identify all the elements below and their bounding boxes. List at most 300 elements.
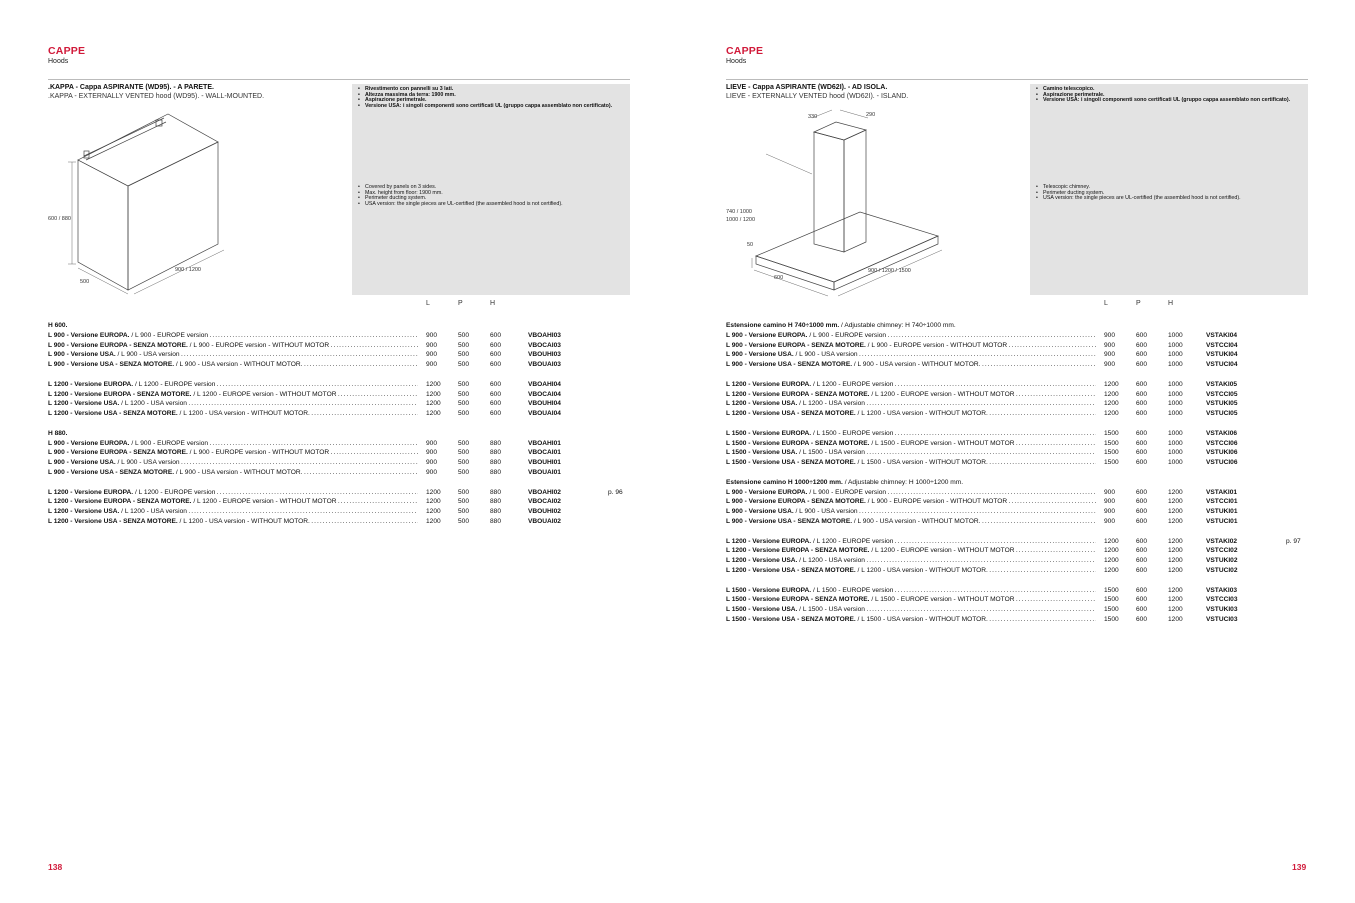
product-name-en: / L 1500 - USA version [797, 449, 865, 457]
value-h: 1000 [1168, 380, 1183, 388]
product-description [726, 566, 1096, 576]
value-p: 600 [1136, 429, 1148, 437]
product-code: VBOAHI03 [528, 331, 561, 339]
product-description [726, 439, 1096, 449]
product-description [48, 399, 418, 409]
product-code: VSTUCI01 [1206, 517, 1238, 525]
product-name-en: / L 1500 - USA version - WITHOUT MOTOR. [855, 459, 988, 467]
product-name: L 900 - Versione EUROPA. [48, 331, 130, 339]
product-description [48, 497, 418, 507]
product-name: L 1500 - Versione USA. [726, 606, 798, 614]
spacer [48, 419, 638, 429]
value-h: 600 [490, 351, 502, 359]
feature-item: • Perimeter ducting system. [358, 196, 628, 202]
product-code: VSTUKI06 [1206, 449, 1238, 457]
value-p: 500 [458, 468, 470, 476]
product-subtitle: .KAPPA - EXTERNALLY VENTED hood (WD95). - WALL-MOUNTED. [48, 93, 265, 100]
product-list [48, 321, 638, 527]
value-l: 1500 [1104, 615, 1119, 623]
product-name: L 900 - Versione EUROPA - SENZA MOTORE. [48, 449, 188, 457]
product-row [726, 448, 1316, 458]
value-l: 900 [1104, 341, 1116, 349]
product-row [48, 497, 638, 507]
dim-chimney-width: 290 [866, 112, 876, 118]
product-description [726, 586, 1096, 596]
col-header-l: L [426, 300, 430, 307]
value-l: 900 [1104, 488, 1116, 496]
product-row [48, 488, 638, 498]
product-name: L 1500 - Versione EUROPA - SENZA MOTORE. [726, 439, 870, 447]
product-code: VSTCCI05 [1206, 390, 1238, 398]
features-english [358, 185, 628, 207]
page-reference: p. 97 [1286, 537, 1301, 545]
value-h: 880 [490, 439, 502, 447]
product-description [726, 595, 1096, 605]
product-code: VSTAKI03 [1206, 586, 1238, 594]
value-h: 1000 [1168, 351, 1183, 359]
product-name: L 1200 - Versione USA - SENZA MOTORE. [48, 410, 178, 418]
value-p: 600 [1136, 488, 1148, 496]
product-description [726, 605, 1096, 615]
value-h: 600 [490, 361, 502, 369]
product-row [726, 517, 1316, 527]
value-l: 1200 [426, 390, 441, 398]
product-code: VSTAKI02 [1206, 537, 1238, 545]
product-name: L 900 - Versione USA - SENZA MOTORE. [48, 361, 175, 369]
product-name: L 1500 - Versione USA - SENZA MOTORE. [726, 615, 856, 623]
product-code: VSTUKI03 [1206, 606, 1238, 614]
product-row [726, 439, 1316, 449]
product-row [726, 605, 1316, 615]
product-name: L 900 - Versione USA - SENZA MOTORE. [48, 468, 175, 476]
product-name-en: / L 900 - USA version - WITHOUT MOTOR. [174, 468, 303, 476]
product-name-en: / L 1200 - USA version - WITHOUT MOTOR. [177, 410, 310, 418]
product-description [726, 448, 1096, 458]
value-h: 600 [490, 410, 502, 418]
value-l: 900 [426, 351, 438, 359]
product-name: L 900 - Versione EUROPA - SENZA MOTORE. [48, 341, 188, 349]
group-title-it: Estensione camino H 740÷1000 mm. [726, 322, 840, 329]
product-code: VBOUAI01 [528, 468, 561, 476]
product-name-en: / L 900 - EUROPE version [807, 331, 887, 339]
value-p: 500 [458, 361, 470, 369]
group-title [48, 429, 638, 439]
value-h: 1200 [1168, 615, 1183, 623]
feature-item: • Max. height from floor: 1900 mm. [358, 191, 628, 197]
value-h: 600 [490, 331, 502, 339]
product-name-en: / L 1200 - EUROPE version - WITHOUT MOTOR [869, 390, 1015, 398]
value-l: 1200 [426, 488, 441, 496]
product-row [726, 399, 1316, 409]
product-name-en: / L 900 - EUROPE version [129, 331, 209, 339]
product-description [48, 468, 418, 478]
product-row [726, 409, 1316, 419]
value-l: 1200 [426, 498, 441, 506]
group-title-it: Estensione camino H 1000÷1200 mm. [726, 478, 843, 486]
value-h: 1000 [1168, 459, 1183, 467]
product-description [726, 331, 1096, 341]
product-name: L 1500 - Versione USA - SENZA MOTORE. [726, 459, 856, 467]
product-name-en: / L 1200 - EUROPE version [811, 380, 894, 388]
product-code: VBOAHI04 [528, 380, 561, 388]
product-description [48, 331, 418, 341]
product-name: L 1200 - Versione USA. [48, 400, 120, 408]
product-row [726, 566, 1316, 576]
product-name-en: / L 900 - EUROPE version - WITHOUT MOTOR [865, 341, 1008, 349]
product-code: VBOUAI03 [528, 361, 561, 369]
product-name-en: / L 1200 - USA version [797, 400, 865, 408]
product-row [726, 341, 1316, 351]
feature-item: • Covered by panels on 3 sides. [358, 185, 628, 191]
value-l: 900 [426, 459, 438, 467]
canopy-edge-right [834, 236, 938, 290]
product-name-en: / L 1200 - USA version - WITHOUT MOTOR. [855, 410, 988, 418]
product-name: L 1200 - Versione EUROPA - SENZA MOTORE. [726, 390, 870, 398]
value-p: 600 [1136, 508, 1148, 516]
product-name-en: / L 1200 - EUROPE version [133, 488, 216, 496]
product-name-en: / L 1500 - USA version - WITHOUT MOTOR. [855, 615, 988, 623]
product-code: VSTAKI04 [1206, 331, 1238, 339]
product-name: L 1200 - Versione USA. [48, 508, 120, 516]
product-code: VSTUKI04 [1206, 351, 1238, 359]
product-row [726, 615, 1316, 625]
product-code: VSTUKI02 [1206, 557, 1238, 565]
product-row [48, 507, 638, 517]
product-name: L 1200 - Versione USA - SENZA MOTORE. [726, 410, 856, 418]
product-code: VBOUAI04 [528, 410, 561, 418]
value-l: 1200 [1104, 537, 1119, 545]
product-name-en: / L 900 - USA version - WITHOUT MOTOR. [852, 361, 981, 369]
value-l: 1500 [1104, 429, 1119, 437]
product-code: VBOUHI02 [528, 508, 561, 516]
value-p: 500 [458, 439, 470, 447]
product-code: VSTCCI03 [1206, 596, 1238, 604]
product-code: VSTCCI04 [1206, 341, 1238, 349]
product-description [48, 507, 418, 517]
product-title: .KAPPA - Cappa ASPIRANTE (WD95). - A PARETE. [48, 84, 214, 91]
feature-item: • USA version: the single pieces are UL-certified (the assembled hood is not certified). [358, 202, 628, 208]
product-name: L 1200 - Versione EUROPA. [726, 380, 812, 388]
value-l: 900 [1104, 351, 1116, 359]
product-row [48, 458, 638, 468]
product-name-en: / L 900 - EUROPE version - WITHOUT MOTOR [187, 449, 330, 457]
value-l: 1200 [426, 517, 441, 525]
value-p: 600 [1136, 400, 1148, 408]
value-h: 1200 [1168, 557, 1183, 565]
product-name: L 1500 - Versione USA. [726, 449, 798, 457]
value-h: 1200 [1168, 586, 1183, 594]
product-description [726, 350, 1096, 360]
product-name-en: / L 900 - USA version [115, 351, 180, 359]
product-name-en: / L 1500 - EUROPE version - WITHOUT MOTOR [869, 439, 1015, 447]
product-name-en: / L 1200 - EUROPE version - WITHOUT MOTOR [191, 498, 337, 506]
lieve-hood-drawing [726, 102, 1026, 298]
product-name-en: / L 1500 - EUROPE version [811, 429, 894, 437]
product-description [48, 458, 418, 468]
product-name: L 900 - Versione USA. [726, 508, 794, 516]
product-row [726, 537, 1316, 547]
value-h: 600 [490, 390, 502, 398]
product-row [726, 360, 1316, 370]
value-h: 880 [490, 468, 502, 476]
group-title [48, 321, 638, 331]
product-name: L 900 - Versione EUROPA - SENZA MOTORE. [726, 498, 866, 506]
product-name: L 1200 - Versione EUROPA. [48, 380, 134, 388]
value-h: 880 [490, 508, 502, 516]
value-p: 500 [458, 400, 470, 408]
product-row [726, 350, 1316, 360]
product-code: VSTCCI02 [1206, 547, 1238, 555]
product-name: L 1500 - Versione EUROPA. [726, 429, 812, 437]
product-name-en: / L 1200 - USA version [119, 400, 187, 408]
spacer [726, 419, 1316, 429]
product-name-en: / L 1200 - USA version [797, 557, 865, 565]
value-p: 600 [1136, 439, 1148, 447]
value-p: 600 [1136, 557, 1148, 565]
feature-item: • Camino telescopico. [1036, 87, 1306, 93]
product-row [48, 399, 638, 409]
value-l: 1200 [426, 400, 441, 408]
group-title-en: / Adjustable chimney: H 740÷1000 mm. [839, 322, 956, 329]
product-row [48, 350, 638, 360]
product-name-en: / L 900 - USA version [793, 508, 858, 516]
value-l: 1200 [1104, 390, 1119, 398]
product-description [726, 409, 1096, 419]
section-subtitle: Hoods [48, 58, 69, 65]
value-p: 500 [458, 341, 470, 349]
product-name-en: / L 900 - EUROPE version [129, 439, 209, 447]
value-p: 500 [458, 331, 470, 339]
value-h: 880 [490, 459, 502, 467]
product-name-en: / L 1500 - USA version [797, 606, 865, 614]
product-name: L 900 - Versione USA. [48, 459, 116, 467]
product-code: VSTCCI06 [1206, 439, 1238, 447]
product-name-en: / L 900 - EUROPE version - WITHOUT MOTOR [865, 498, 1008, 506]
product-row [726, 380, 1316, 390]
product-name: L 900 - Versione USA. [48, 351, 116, 359]
product-name: L 1200 - Versione EUROPA - SENZA MOTORE. [726, 547, 870, 555]
value-h: 1000 [1168, 361, 1183, 369]
product-code: VBOCAI01 [528, 449, 561, 457]
value-h: 880 [490, 517, 502, 525]
value-h: 600 [490, 380, 502, 388]
chimney-front [844, 130, 866, 252]
product-description [48, 350, 418, 360]
product-row [726, 488, 1316, 498]
value-p: 600 [1136, 351, 1148, 359]
hood-side-face [78, 160, 128, 290]
value-l: 900 [1104, 517, 1116, 525]
value-p: 500 [458, 517, 470, 525]
product-name-en: / L 1200 - EUROPE version [133, 380, 216, 388]
product-code: VSTUCI02 [1206, 566, 1238, 574]
product-code: VBOUHI04 [528, 400, 561, 408]
value-p: 600 [1136, 566, 1148, 574]
product-row [48, 409, 638, 419]
value-p: 600 [1136, 341, 1148, 349]
value-p: 600 [1136, 586, 1148, 594]
product-description [726, 360, 1096, 370]
feature-item: • Versione USA: i singoli componenti sono certificati UL (gruppo cappa assemblato non certificato). [1036, 98, 1306, 104]
product-description [48, 360, 418, 370]
value-p: 600 [1136, 361, 1148, 369]
value-l: 900 [426, 341, 438, 349]
hood-front-face [128, 142, 218, 290]
value-l: 1500 [1104, 459, 1119, 467]
product-code: VSTUCI03 [1206, 615, 1238, 623]
value-l: 900 [426, 468, 438, 476]
value-p: 600 [1136, 331, 1148, 339]
product-row [48, 390, 638, 400]
col-header-h: H [490, 300, 496, 307]
product-row [48, 360, 638, 370]
product-name-en: / L 900 - USA version [115, 459, 180, 467]
section-subtitle: Hoods [726, 58, 747, 65]
product-name: L 1500 - Versione EUROPA. [726, 586, 812, 594]
product-name-en: / L 1200 - EUROPE version - WITHOUT MOTOR [191, 390, 337, 398]
value-p: 500 [458, 488, 470, 496]
product-code: VSTAKI05 [1206, 380, 1238, 388]
dim-width: 900 / 1200 [175, 267, 201, 273]
value-h: 1200 [1168, 596, 1183, 604]
product-name: L 900 - Versione USA - SENZA MOTORE. [726, 517, 853, 525]
product-code: VSTUCI04 [1206, 361, 1238, 369]
value-h: 1000 [1168, 400, 1183, 408]
product-row [726, 507, 1316, 517]
product-code: VBOCAI02 [528, 498, 561, 506]
product-description [48, 409, 418, 419]
product-description [48, 448, 418, 458]
value-p: 600 [1136, 537, 1148, 545]
product-name-en: / L 1200 - EUROPE version - WITHOUT MOTOR [869, 547, 1015, 555]
value-h: 1000 [1168, 429, 1183, 437]
dim-height-1: 740 / 1000 [726, 209, 752, 215]
product-description [48, 341, 418, 351]
product-name-en: / L 900 - USA version - WITHOUT MOTOR. [174, 361, 303, 369]
value-h: 1200 [1168, 508, 1183, 516]
value-l: 900 [1104, 508, 1116, 516]
features-panel [1030, 84, 1308, 295]
product-row [48, 341, 638, 351]
feature-item: • Altezza massima da terra: 1900 mm. [358, 93, 628, 99]
value-h: 880 [490, 498, 502, 506]
features-italian [1036, 87, 1306, 104]
value-h: 1200 [1168, 537, 1183, 545]
value-l: 1200 [426, 508, 441, 516]
value-l: 900 [426, 331, 438, 339]
product-name: L 1200 - Versione EUROPA - SENZA MOTORE. [48, 390, 192, 398]
kappa-hood-drawing [48, 102, 348, 298]
value-l: 1200 [1104, 410, 1119, 418]
value-p: 600 [1136, 410, 1148, 418]
value-l: 1500 [1104, 449, 1119, 457]
product-name: L 900 - Versione EUROPA. [726, 331, 808, 339]
value-p: 600 [1136, 547, 1148, 555]
product-description [726, 507, 1096, 517]
feature-item: • Aspirazione perimetrale. [358, 98, 628, 104]
product-row [48, 439, 638, 449]
dim-chimney-depth: 330 [808, 114, 818, 120]
value-h: 1200 [1168, 566, 1183, 574]
value-h: 880 [490, 488, 502, 496]
product-code: VBOCAI04 [528, 390, 561, 398]
product-name: L 900 - Versione EUROPA. [48, 439, 130, 447]
section-title: CAPPE [48, 45, 86, 57]
product-code: VBOUAI02 [528, 517, 561, 525]
product-name: L 1200 - Versione USA. [726, 557, 798, 565]
feature-item: • Aspirazione perimetrale. [1036, 93, 1306, 99]
product-description [726, 341, 1096, 351]
chimney-top [814, 122, 866, 140]
feature-item: • Telescopic chimney. [1036, 185, 1306, 191]
product-name: L 900 - Versione EUROPA. [726, 488, 808, 496]
value-h: 1000 [1168, 390, 1183, 398]
product-row [726, 497, 1316, 507]
chimney-side [814, 132, 844, 252]
feature-item: • USA version: the single pieces are UL-certified (the assembled hood is not certified). [1036, 196, 1306, 202]
value-l: 900 [426, 439, 438, 447]
product-description [726, 615, 1096, 625]
value-p: 600 [1136, 449, 1148, 457]
value-l: 1200 [426, 410, 441, 418]
product-name-en: / L 900 - USA version [793, 351, 858, 359]
group-title [726, 478, 1316, 488]
value-h: 1000 [1168, 439, 1183, 447]
value-p: 600 [1136, 596, 1148, 604]
features-italian [358, 87, 628, 109]
dim-depth: 500 [80, 279, 90, 285]
product-name: L 900 - Versione USA - SENZA MOTORE. [726, 361, 853, 369]
product-row [726, 586, 1316, 596]
dim-canopy-thickness: 50 [747, 242, 754, 248]
page-reference: p. 96 [608, 488, 623, 496]
product-name-en: / L 1500 - EUROPE version [811, 586, 894, 594]
spacer [48, 370, 638, 380]
product-code: VSTUCI05 [1206, 410, 1238, 418]
value-p: 600 [1136, 390, 1148, 398]
product-code: VSTUKI01 [1206, 508, 1238, 516]
group-title [726, 321, 1316, 331]
value-p: 500 [458, 351, 470, 359]
value-p: 500 [458, 380, 470, 388]
product-row [726, 556, 1316, 566]
canopy-edge-left [756, 256, 834, 290]
value-l: 1200 [1104, 400, 1119, 408]
value-h: 1000 [1168, 341, 1183, 349]
spacer [726, 527, 1316, 537]
product-description [726, 537, 1096, 547]
product-code: VBOAHI02 [528, 488, 561, 496]
product-name: L 1200 - Versione EUROPA - SENZA MOTORE. [48, 498, 192, 506]
dim-depth: 600 [774, 275, 784, 281]
value-p: 600 [1136, 606, 1148, 614]
product-row [48, 331, 638, 341]
value-l: 900 [426, 361, 438, 369]
dim-height: 600 / 880 [48, 216, 71, 222]
product-description [726, 517, 1096, 527]
value-h: 600 [490, 341, 502, 349]
product-name-en: / L 1200 - USA version [119, 508, 187, 516]
value-l: 900 [426, 449, 438, 457]
product-code: VBOUHI01 [528, 459, 561, 467]
product-name: L 1200 - Versione EUROPA. [48, 488, 134, 496]
value-p: 500 [458, 508, 470, 516]
value-p: 500 [458, 459, 470, 467]
product-subtitle: LIEVE - EXTERNALLY VENTED hood (WD62I). - ISLAND. [726, 93, 909, 100]
product-description [726, 399, 1096, 409]
value-l: 1200 [426, 380, 441, 388]
page-number: 139 [1292, 862, 1307, 872]
